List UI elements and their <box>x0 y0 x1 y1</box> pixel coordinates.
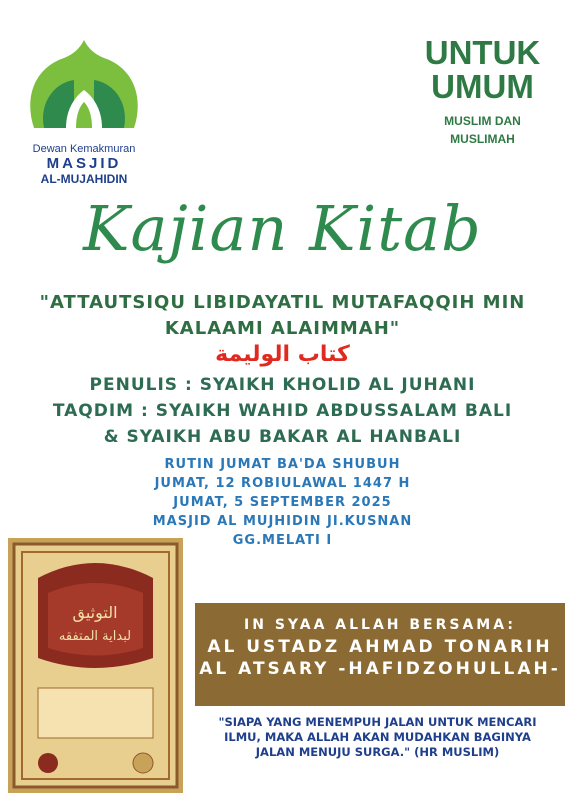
arabic-chapter-title: كتاب الوليمة <box>215 342 350 367</box>
svg-text:لبداية المتفقه: لبداية المتفقه <box>58 629 132 644</box>
hadith-line-1: "SIAPA YANG MENEMPUH JALAN UNTUK MENCARI <box>218 715 537 729</box>
book-title-line-1: "ATTAUTSIQU LIBIDAYATIL MUTAFAQQIH MIN <box>39 292 526 313</box>
logo-line-1: Dewan Kemakmuran <box>32 143 136 155</box>
book-title <box>20 290 545 342</box>
svg-text:التوثيق: التوثيق <box>72 603 118 622</box>
audience-sub-2: MUSLIMAH <box>450 132 515 146</box>
audience-line-1: UNTUK <box>424 34 541 71</box>
speaker-line-1: AL USTADZ AHMAD TONARIH <box>207 637 553 657</box>
author-line-3: & SYAIKH ABU BAKAR AL HANBALI <box>103 427 462 447</box>
audience-line-2: UMUM <box>431 68 534 105</box>
hadith-line-3: JALAN MENUJU SURGA." (HR MUSLIM) <box>255 745 500 759</box>
schedule-line-5: GG.MELATI I <box>232 533 333 548</box>
banner-title: IN SYAA ALLAH BERSAMA: <box>244 617 516 633</box>
authors-block <box>20 372 545 450</box>
audience-heading <box>400 36 565 104</box>
logo-line-2: MASJID <box>46 155 122 172</box>
author-line-2: TAQDIM : SYAIKH WAHID ABDUSSALAM BALI <box>52 401 513 421</box>
speaker-line-2: AL ATSARY -HAFIDZOHULLAH- <box>199 659 561 679</box>
audience-sub-1: MUSLIM DAN <box>444 114 521 128</box>
schedule-line-4: MASJID AL MUJHIDIN JI.KUSNAN <box>152 514 413 529</box>
hadith-quote <box>190 715 565 760</box>
book-cover-image <box>8 538 183 793</box>
schedule-block <box>60 455 505 550</box>
book-title-line-2: KALAAMI ALAIMMAH" <box>164 318 401 339</box>
mosque-dome-icon <box>14 8 154 148</box>
hadith-line-2: ILMU, MAKA ALLAH AKAN MUDAHKAN BAGINYA <box>224 730 531 744</box>
page-title: Kajian Kitab <box>83 192 482 265</box>
schedule-line-1: RUTIN JUMAT BA'DA SHUBUH <box>164 457 401 472</box>
schedule-line-2: JUMAT, 12 ROBIULAWAL 1447 H <box>154 476 411 491</box>
audience-subheading <box>400 112 565 148</box>
author-line-1: PENULIS : SYAIKH KHOLID AL JUHANI <box>89 375 476 395</box>
book-cover-icon <box>8 538 183 793</box>
schedule-line-3: JUMAT, 5 SEPTEMBER 2025 <box>173 495 392 510</box>
speaker-name <box>195 636 565 680</box>
logo-line-3: AL-MUJAHIDIN <box>40 172 128 186</box>
